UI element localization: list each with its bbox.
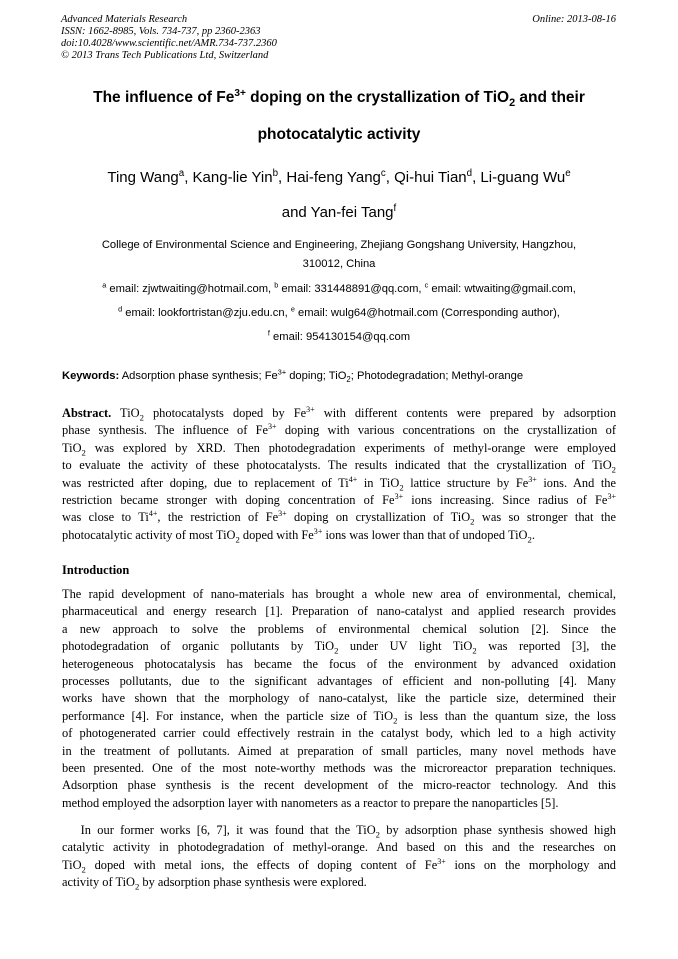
- email-line-2: $^d$ email: lookfortristan@zju.edu.cn, $^e$ email: wulg64@hotmail.com (Corresponding author),: [118, 304, 560, 319]
- paper-title-line-1: The influence of $Fe^{3+}$ doping on the crystallization of TiO$_2$ and their: [93, 87, 585, 110]
- email-line-3: $^f$ email: 954130154@qq.com: [267, 328, 411, 343]
- introduction-paragraph-2: [62, 822, 616, 892]
- paragraph-line: catalytic activity in photodegradation of methyl-orange. And based on this and the researches on: [62, 840, 616, 855]
- affiliation-line-1: College of Environmental Science and Engineering, Zhejiang Gongshang University, Hangzhou,: [101, 239, 577, 251]
- keywords: Keywords: Adsorption phase synthesis; $Fe^{3+}$ doping; TiO$_2$; Photodegradation; Methyl-orange: [62, 367, 524, 385]
- paragraph-line: pharmaceutical and energy research [1]. Preparation of nano-catalyst and applied research provides: [62, 604, 616, 619]
- paragraph-line: heterogeneous photocatalysis has became the focus of the environment by advanced oxidation: [62, 656, 616, 671]
- copyright-line: © 2013 Trans Tech Publications Ltd, Switzerland: [61, 50, 269, 61]
- paragraph-line: been presented. One of the most note-worthy methods was the microreactor preparation techniques.: [62, 761, 616, 776]
- introduction-paragraph-1: [62, 586, 616, 812]
- paper-title-line-2: photocatalytic activity: [257, 126, 421, 143]
- journal-header: [61, 14, 277, 62]
- paragraph-line: method employed the adsorption layer with nanometers as a reactor to prepare the nanoparticles [5].: [62, 795, 559, 810]
- paragraph-line: activity of TiO$_2$ by adsorption phase synthesis were explored.: [62, 875, 367, 892]
- paragraph-line: of photogenerated carrier could effectively restrain in the catalyst body, which led to a high activity: [62, 726, 616, 741]
- author-list: Ting Wang$^a$, Kang-lie Yin$^b$, Hai-feng Yang$^c$, Qi-hui Tian$^d$, Li-guang Wu$^e$: [107, 168, 571, 186]
- abstract: Abstract. TiO$_2$ photocatalysts doped by $Fe^{3+}$ with different contents were prepared by adsorption phase synthesis. The influence of $Fe^{3+}$ doping with various concentrations on the crystallization of TiO$_2$ was explored by XRD. Then photodegradation experiments of methyl-orange were employed to evaluate the activity of these photocatalysts. The results indicated that the crystallization of TiO$_2$ was restricted after doping, due to replacement of $Ti^{4+}$ in TiO$_2$ lattice structure by $Fe^{3+}$ ions. And the restriction became stronger with doping concentration of $Fe^{3+}$ ions increasing. Since radius of $Fe^{3+}$ was close to $Ti^{4+}$, the restriction of $Fe^{3+}$ doping on crystallization of TiO$_2$ was so stronger that the photocatalytic activity of most TiO$_2$ doped with $Fe^{3+}$ ions was lower than that of undoped TiO$_2$.: [62, 404, 617, 545]
- paragraph-line: a new approach to solve the problems of environmental chemical solution [2]. Since the: [62, 621, 616, 636]
- paragraph-line: in the treatment of pollutants. Aimed at preparation of small particles, many novel methods have: [62, 743, 616, 758]
- affiliation-line-2: 310012, China: [302, 258, 376, 270]
- paragraph-line: processes pollutants, due to the significant advantages of efficient and non-polluting [4]. Many: [62, 674, 616, 689]
- online-date: Online: 2013-08-16: [532, 14, 616, 25]
- email-line-1: $^a$ email: zjwtwaiting@hotmail.com, $^b$ email: 331448891@qq.com, $^c$ email: wtwaiting@gmail.com,: [102, 280, 576, 295]
- journal-name: Advanced Materials Research: [61, 14, 188, 25]
- section-heading-introduction: Introduction: [62, 563, 130, 577]
- paragraph-line: The rapid development of nano-materials has brought a whole new area of environmental, chemical,: [62, 587, 616, 601]
- paragraph-line: Adsorption phase synthesis is the recent development of the micro-reactor technology. And this: [62, 778, 616, 793]
- abstract-label: Abstract.: [62, 406, 112, 420]
- paragraph-line: photodegradation of organic pollutants by TiO$_2$ under UV light TiO$_2$ was reported [3], the: [62, 639, 617, 656]
- paragraph-line: In our former works [6, 7], it was found that the TiO$_2$ by adsorption phase synthesis showed high: [62, 823, 616, 840]
- author-list-line-2: and Yan-fei Tang$^f$: [281, 203, 397, 221]
- paragraph-line: TiO$_2$ doped with metal ions, the effects of doping content of $Fe^{3+}$ ions on the morphology and: [62, 856, 617, 875]
- doi-line: doi:10.4028/www.scientific.net/AMR.734-737.2360: [61, 38, 277, 49]
- paragraph-line: works have shown that the morphology of nano-catalyst, like the particle size, determined their: [62, 691, 616, 706]
- issn-line: ISSN: 1662-8985, Vols. 734-737, pp 2360-2363: [61, 26, 261, 37]
- keywords-label: Keywords:: [62, 370, 120, 382]
- paragraph-line: performance [4]. For instance, when the particle size of TiO$_2$ is less than the quantum size, the loss: [62, 708, 616, 726]
